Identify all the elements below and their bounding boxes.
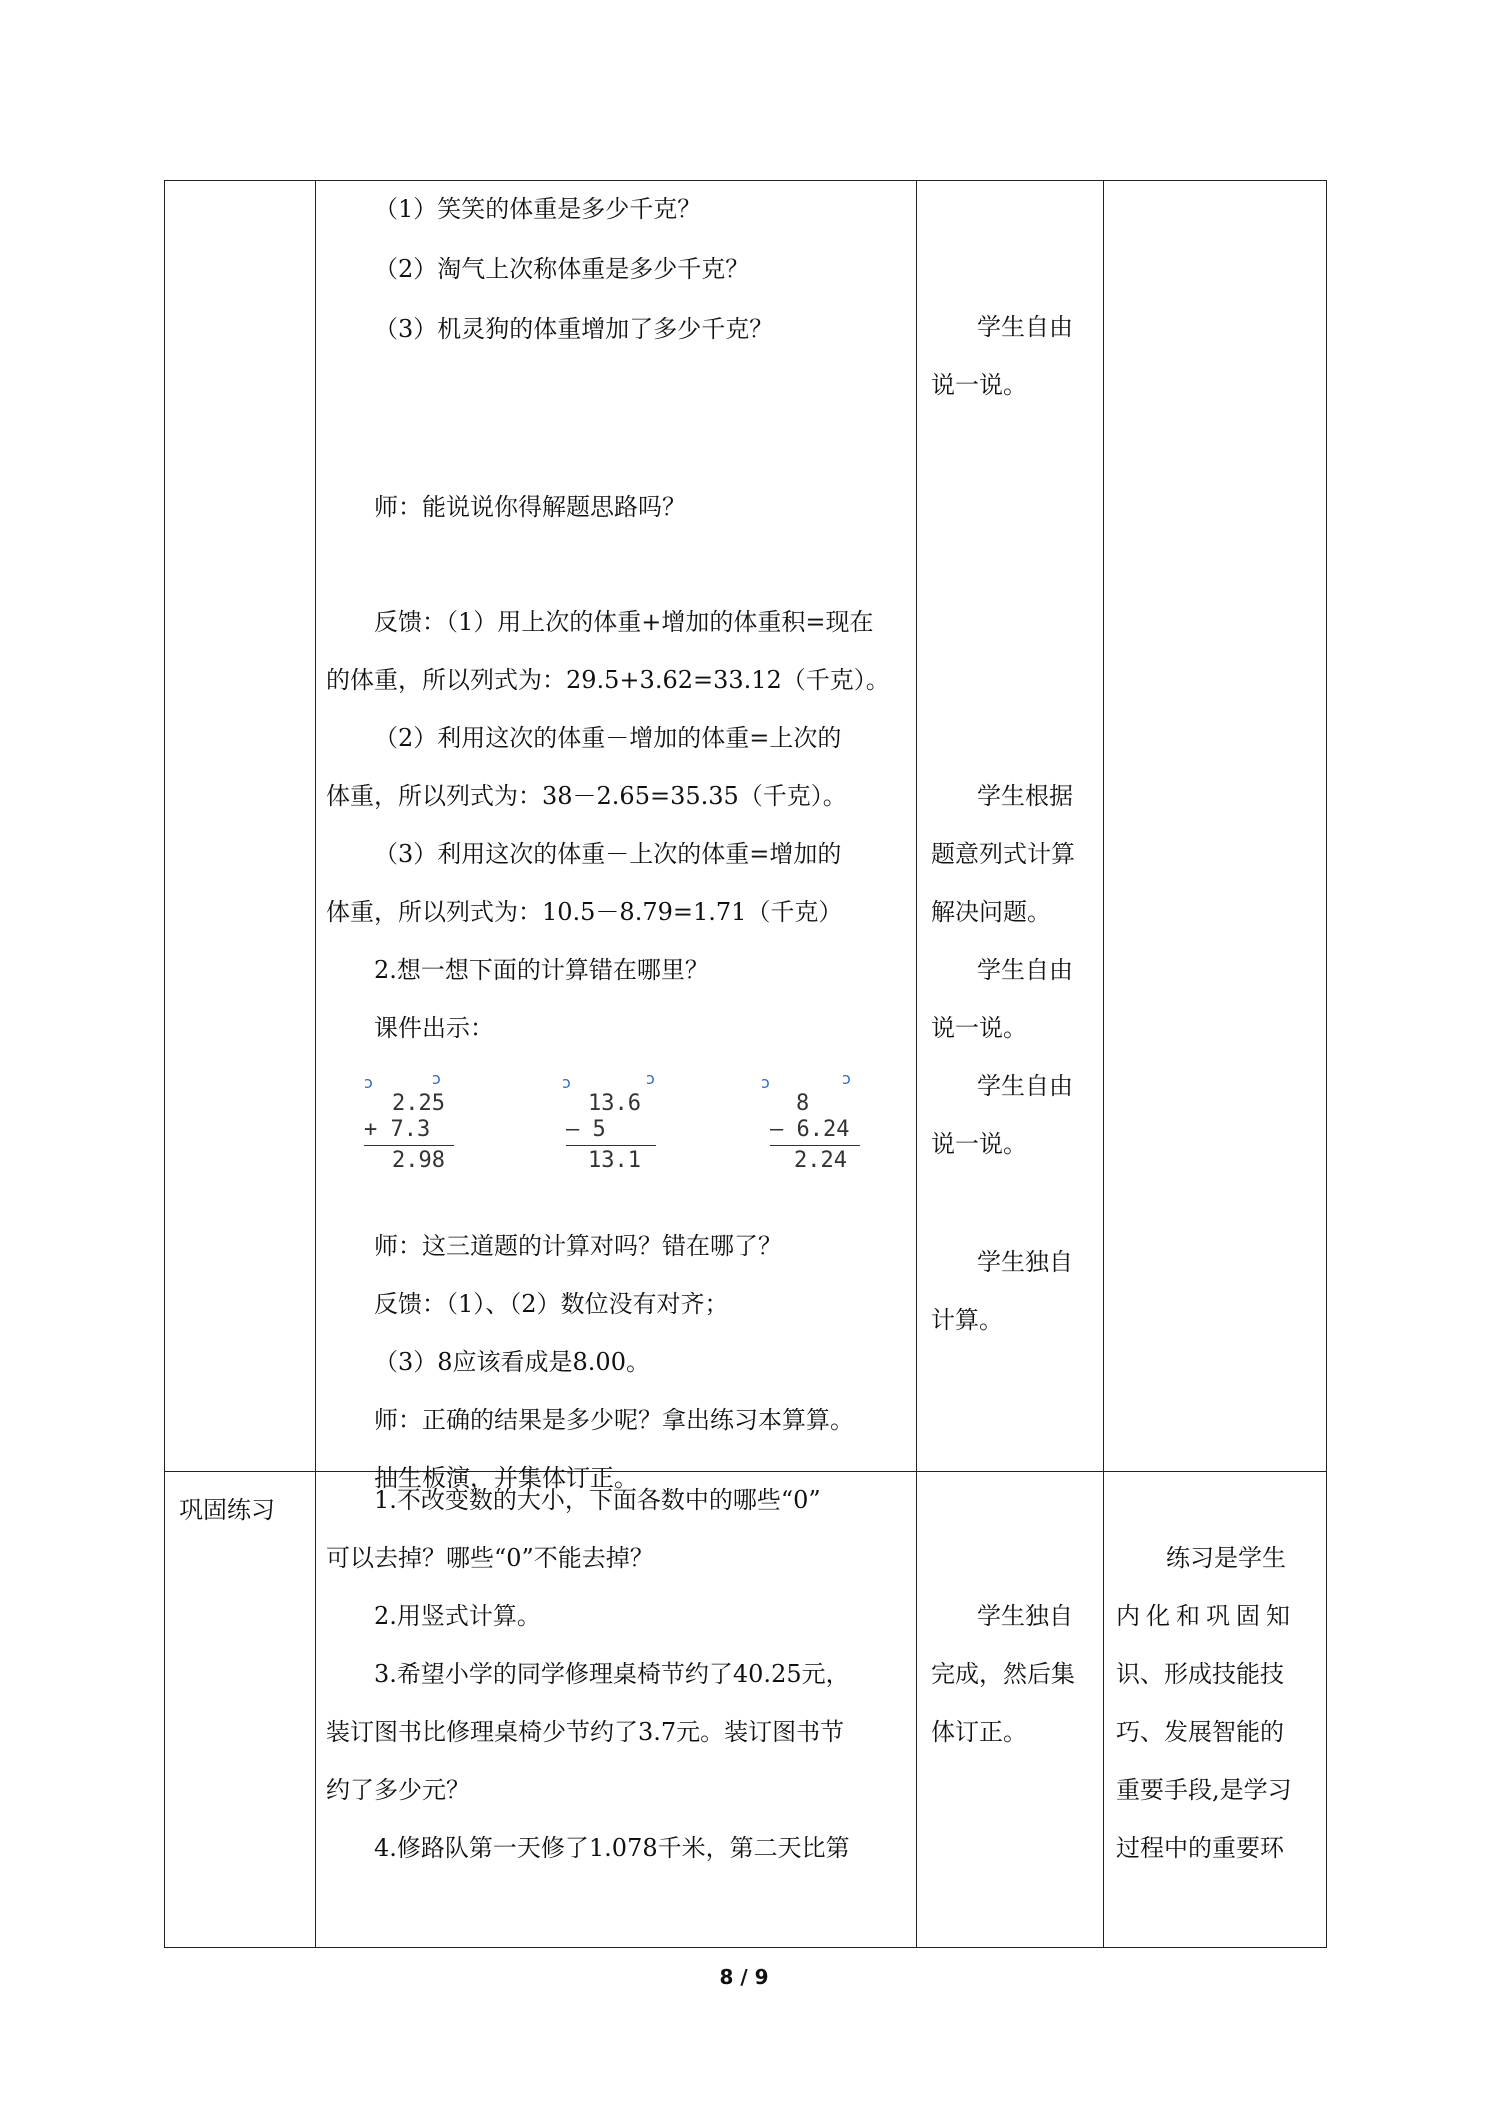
handwritten-sum: 8 – 6.24 2.24 [770, 1091, 860, 1174]
feedback-line: 反馈：（1）、（2）数位没有对齐； [374, 1290, 729, 1318]
teacher-instruction: 师：正确的结果是多少呢？拿出练习本算算。 [374, 1406, 854, 1434]
feedback-line: （3）8应该看成是8.00。 [374, 1348, 650, 1376]
student-activity-line: 学生自由 [977, 956, 1073, 984]
design-intent-line: 练习是学生 [1166, 1544, 1286, 1572]
lesson-plan-table [164, 180, 1327, 1948]
check-mark-icon: ↄ [646, 1069, 655, 1088]
exercise-line: 4.修路队第一天修了1.078千米，第二天比第 [374, 1834, 850, 1862]
page-number: 8 / 9 [719, 1965, 769, 1989]
student-activity-line: 解决问题。 [931, 898, 1051, 926]
student-activity-cell [917, 181, 1104, 1472]
stage-cell [165, 181, 316, 1472]
feedback-line: 体重，所以列式为：10.5－8.79=1.71（千克） [326, 898, 843, 926]
student-activity-line: 学生根据 [977, 782, 1073, 810]
student-activity-line: 学生独自 [977, 1248, 1073, 1276]
exercise-line: 2.用竖式计算。 [374, 1602, 541, 1630]
teacher-prompt: 师：能说说你得解题思路吗？ [374, 493, 686, 521]
student-activity-line: 体订正。 [931, 1718, 1027, 1746]
student-activity-line: 计算。 [931, 1306, 1003, 1334]
exercise-line: 装订图书比修理桌椅少节约了3.7元。装订图书节 [326, 1718, 845, 1746]
handwritten-sum: 13.6 – 5 13.1 [566, 1091, 656, 1174]
design-intent-line: 重要手段,是学习 [1116, 1776, 1292, 1804]
student-activity-line: 学生自由 [977, 313, 1073, 341]
student-activity-line: 题意列式计算 [931, 840, 1075, 868]
question-3: （3）机灵狗的体重增加了多少千克？ [374, 315, 774, 343]
question-2: （2）淘气上次称体重是多少千克？ [374, 255, 750, 283]
check-mark-icon: ↄ [432, 1069, 441, 1088]
student-activity-line: 完成，然后集 [931, 1660, 1075, 1688]
teaching-content-cell [316, 1472, 917, 1948]
exercise-line: 3.希望小学的同学修理桌椅节约了40.25元， [374, 1660, 850, 1688]
design-intent-line: 过程中的重要环 [1116, 1834, 1284, 1862]
exercise-line: 可以去掉？哪些“0”不能去掉？ [326, 1544, 654, 1572]
exercise-line: 1.不改变数的大小，下面各数中的哪些“0” [374, 1486, 821, 1514]
check-mark-icon: ↄ [761, 1073, 770, 1092]
student-activity-line: 学生自由 [977, 1072, 1073, 1100]
design-intent-cell [1104, 1472, 1327, 1948]
table-row [165, 181, 1327, 1472]
design-intent-cell [1104, 181, 1327, 1472]
courseware-label: 课件出示： [374, 1014, 494, 1042]
student-activity-line: 说一说。 [931, 1014, 1027, 1042]
check-mark-icon: ↄ [562, 1073, 571, 1092]
handwritten-sum: 2.25 + 7.3 2.98 [364, 1091, 454, 1174]
feedback-line: 反馈：（1）用上次的体重+增加的体重积=现在 [374, 608, 874, 636]
design-intent-line: 识、形成技能技 [1116, 1660, 1284, 1688]
teacher-instruction: 抽生板演，并集体订正。 [374, 1464, 638, 1492]
table-row [165, 1472, 1327, 1948]
stage-label: 巩固练习 [179, 1496, 275, 1524]
design-intent-line: 巧、发展智能的 [1116, 1718, 1284, 1746]
question-1: （1）笑笑的体重是多少千克？ [374, 195, 702, 223]
stage-cell [165, 1472, 316, 1948]
student-activity-cell [917, 1472, 1104, 1948]
feedback-line: 体重，所以列式为：38－2.65=35.35（千克）。 [326, 782, 847, 810]
feedback-line: （3）利用这次的体重－上次的体重=增加的 [374, 840, 842, 868]
feedback-line: 的体重，所以列式为：29.5+3.62=33.12（千克）。 [326, 666, 890, 694]
feedback-line: （2）利用这次的体重－增加的体重=上次的 [374, 724, 842, 752]
student-activity-line: 说一说。 [931, 371, 1027, 399]
exercise-line: 约了多少元？ [326, 1776, 470, 1804]
task-2-heading: 2.想一想下面的计算错在哪里？ [374, 956, 709, 984]
student-activity-line: 学生独自 [977, 1602, 1073, 1630]
check-mark-icon: ↄ [842, 1069, 851, 1088]
student-activity-line: 说一说。 [931, 1130, 1027, 1158]
teaching-content-cell [316, 181, 917, 1492]
teacher-question: 师：这三道题的计算对吗？错在哪了？ [374, 1232, 782, 1260]
design-intent-line: 内化和巩固知 [1116, 1602, 1296, 1630]
check-mark-icon: ↄ [364, 1073, 373, 1092]
